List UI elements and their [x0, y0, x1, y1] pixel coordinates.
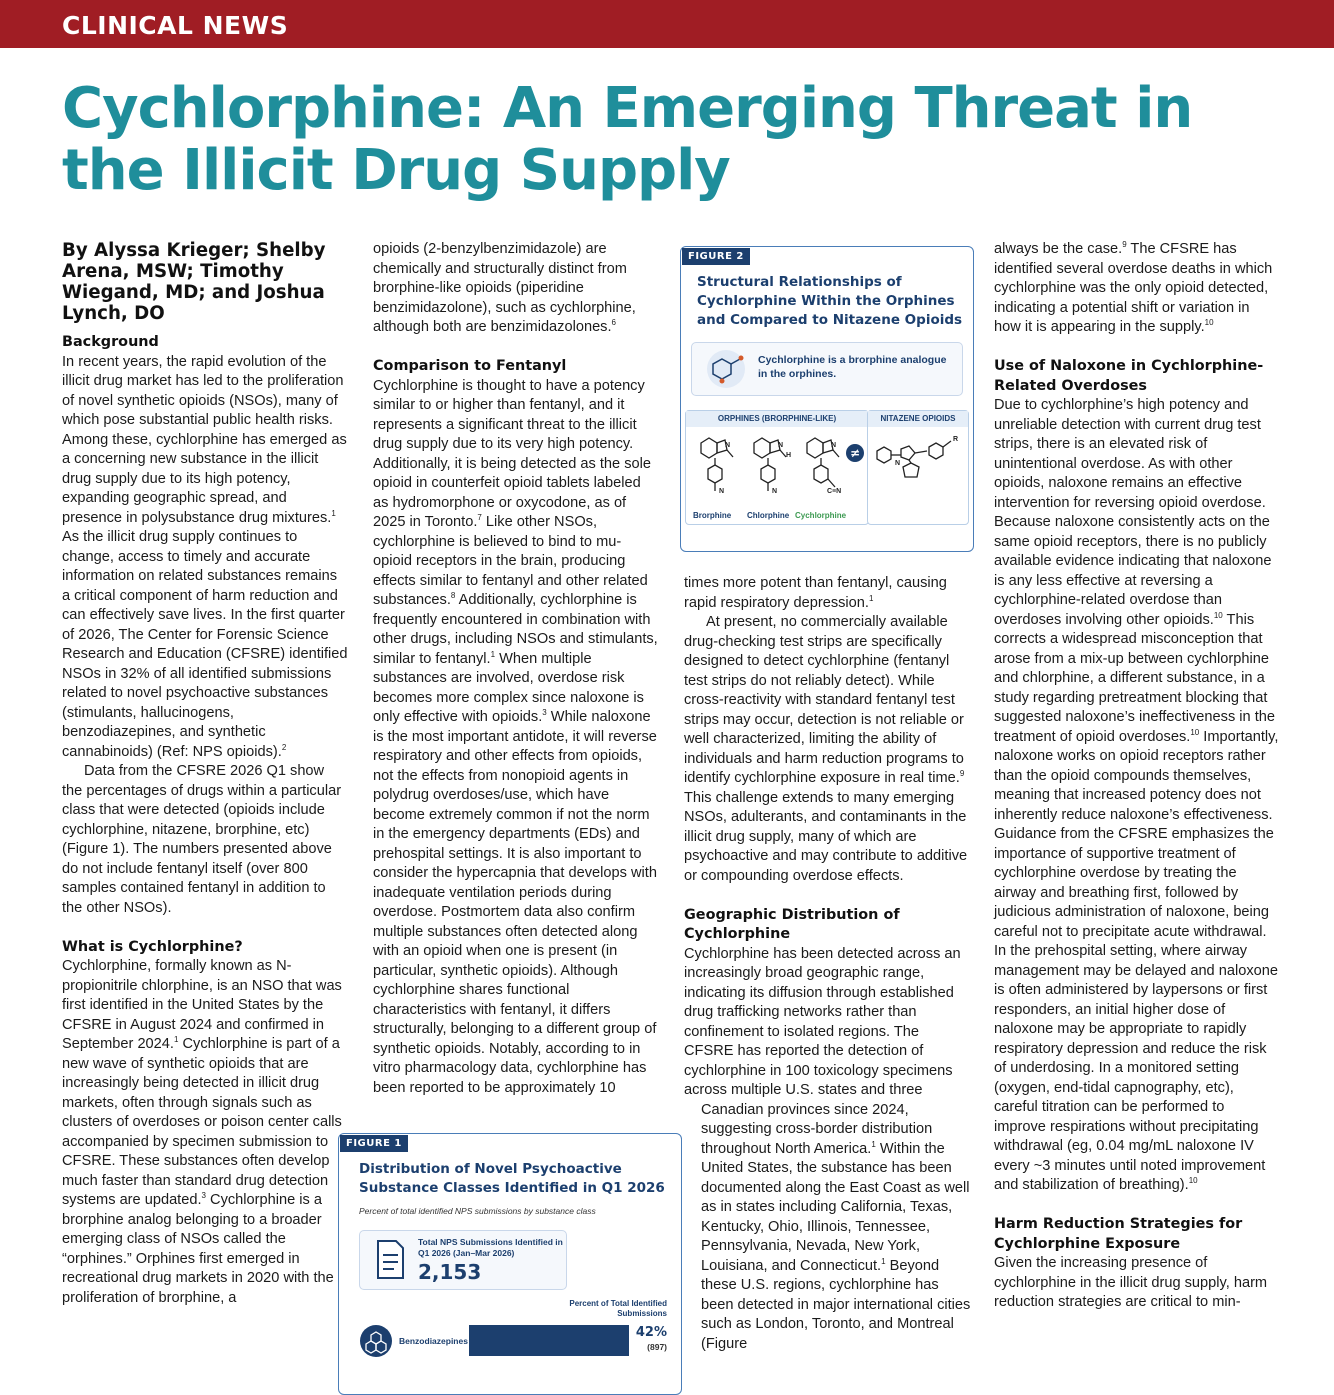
bar-value-label: 42%	[635, 1325, 667, 1340]
section-banner	[0, 0, 1334, 48]
section-label: CLINICAL NEWS	[62, 11, 289, 40]
heading-background: Background	[62, 334, 159, 350]
nitazene-group-header: NITAZENE OPIOIDS	[868, 411, 968, 427]
paragraph: opioids (2-benzylbenzimidazole) are chemically and structurally distinct from brorphine-like opioids (piperidine benzimidazolone), such as cychlorphine, although both are benzimidazolones.$^6$	[373, 241, 636, 335]
paragraph: Due to cychlorphine’s high potency and unreliable detection with current drug test strips, there is an elevated risk of unintentional overdose. As with other opioids, naloxone remains an effective intervention for reversing opioid overdose. Because naloxone consistently acts on the same opioid receptors, there is no publicly available evidence indicating that naloxone is any less effective at reversing a cychlorphine-related overdose than overdoses involving other opioids.$^{10}$ This corrects a widespread misconception that arose from a mix-up between cychlorphine and chlorphine, a different substance, in a study regarding pretreatment blocking that suggested naloxone’s ineffectiveness in the treatment of opioid overdoses.$^{10}$ Importantly, naloxone works on opioid receptors rather than the opioid compounds themselves, meaning that increased potency does not inherently reduce naloxone’s effectiveness. Guidance from the CFSRE emphasizes the importance of supportive treatment of cychlorphine overdose by treating the airway and breathing first, followed by judicious administration of naloxone, being careful not to precipitate acute withdrawal. In the prehospital setting, where airway management may be delayed and naloxone is often administered by laypersons or first responders, an initial higher dose of naloxone may be appropriate to rapidly respiratory depression and reduce the risk of underdosing. In a monitored setting (oxygen, end-tidal capnography, etc), careful titration can be performed to improve respirations without precipitating withdrawal (eg, 0.04 mg/mL naloxone IV every ~3 minutes until noted improvement and stabilization of breathing).$^{10}$	[994, 397, 1279, 1193]
column-3	[684, 574, 972, 1354]
benzodiazepines-icon	[359, 1324, 393, 1358]
svg-text:≠: ≠	[849, 446, 861, 460]
svg-text:N: N	[778, 442, 784, 449]
article-headline: Cychlorphine: An Emerging Threat in the Illicit Drug Supply	[62, 76, 1193, 203]
svg-text:N: N	[772, 488, 778, 495]
svg-text:H: H	[786, 452, 792, 459]
total-submissions-label: Total NPS Submissions Identified in Q1 2026 (Jan–Mar 2026)	[418, 1237, 563, 1258]
paragraph: Data from the CFSRE 2026 Q1 show the percentages of drugs within a particular class that were detected (opioids include cychlorphine, nitazene, brorphine, etc) (Figure 1). The numbers presented above do not include fentanyl itself (over 800 samples contained fentanyl in addition to the other NSOs).	[62, 763, 342, 916]
figure-1-label: FIGURE 1	[340, 1135, 408, 1152]
column-2	[373, 240, 659, 1098]
chart-column-header: Percent of Total Identified Submissions	[569, 1299, 667, 1318]
compound-cychlorphine: Cychlorphine	[795, 511, 847, 520]
svg-text:N: N	[831, 442, 837, 449]
orphines-group-header: ORPHINES (BRORPHINE-LIKE)	[686, 411, 868, 427]
paragraph: Cychlorphine has been detected across an increasingly broad geographic range, indicating its diffusion through established drug trafficking networks rather than confinement to isolated regions. The CFSRE has reported the detection of cychlorphine in 100 toxicology specimens across multiple U.S. states and three	[684, 945, 961, 1098]
figure-2-title: Structural Relationships of Cychlorphine Within the Orphines and Compared to Nitazene Opioids	[697, 274, 963, 328]
total-submissions-value: 2,153	[418, 1260, 482, 1284]
figure-1-subtitle: Percent of total identified NPS submissions by substance class	[359, 1206, 596, 1216]
paragraph: always be the case.$^9$ The CFSRE has identified several overdose deaths in which cychlorphine was the only opioid detected, indicating a potential shift or variation in how it is appearing in the supply.$^{10}$	[994, 240, 1273, 335]
heading-geographic: Geographic Distribution of Cychlorphine	[684, 906, 900, 942]
compound-chlorphine: Chlorphine	[747, 511, 790, 520]
paragraph: times more potent than fentanyl, causing rapid respiratory depression.$^1$	[684, 575, 947, 611]
paragraph: At present, no commercially available drug-checking test strips are specifically designed to detect cychlorphine (fentanyl test strips do not reliably detect). While cross-reactivity with standard fentanyl test strips may occur, detection is not reliable or well characterized, limiting the ability of individuals and harm reduction programs to identify cychlorphine exposure in real time.$^9$ This challenge extends to many emerging NSOs, adulterants, and contaminants in the illicit drug supply, many of which are psychoactive and may contribute to additive or compounding overdose effects.	[684, 614, 968, 884]
molecule-icon	[704, 347, 752, 391]
paragraph: Cychlorphine, formally known as N-propionitrile chlorphine, is an NSO that was first identified in the United States by the CFSRE in August 2024 and confirmed in September 2024.$^1$ Cychlorphine is part of a new wave of synthetic opioids that are increasingly being detected in illicit drug markets, often through signals such as clusters of overdoses or poison center calls accompanied by specimen submission to CFSRE. These substances often develop much faster than standard drug detection systems are updated.$^3$ Cychlorphine is a brorphine analog belonging to a broader emerging class of NSOs called the “orphines.” Orphines first emerged in recreational drug markets in 2020 with the proliferation of brorphine, a	[62, 958, 342, 1306]
compound-brorphine: Brorphine	[693, 511, 732, 520]
heading-naloxone: Use of Naloxone in Cychlorphine-Related Overdoses	[994, 358, 1264, 394]
heading-harm-reduction: Harm Reduction Strategies for Cychlorphine Exposure	[994, 1216, 1243, 1252]
nitazene-structure	[877, 441, 951, 477]
paragraph: Canadian provinces since 2024, suggesting cross-border distribution throughout North America.$^1$ Within the United States, the substance has been documented along the East Coast as well as in states including California, Texas, Kentucky, Ohio, Illinois, Tennessee, Pennsylvania, Nevada, New York, Louisiana, and Connecticut.$^1$ Beyond these U.S. regions, cychlorphine has been detected in major international cities such as London, Toronto, and Montreal (Figure	[701, 1101, 971, 1352]
document-icon	[370, 1238, 410, 1282]
figure-2-note	[691, 342, 963, 396]
total-submissions-card	[359, 1230, 567, 1290]
figure-1	[338, 1133, 682, 1395]
svg-text:R: R	[953, 436, 959, 443]
column-4	[994, 240, 1280, 1313]
byline: By Alyssa Krieger; Shelby Arena, MSW; Timothy Wiegand, MD; and Joshua Lynch, DO	[62, 240, 326, 324]
figure-2	[680, 246, 974, 552]
figure-2-label: FIGURE 2	[682, 248, 750, 265]
figure-1-title: Distribution of Novel Psychoactive Substance Classes Identified in Q1 2026	[359, 1161, 665, 1196]
bar-count-label: (897)	[647, 1342, 667, 1352]
bar-category-label: Benzodiazepines	[399, 1336, 468, 1346]
figure-2-note-text: Cychlorphine is a brorphine analogue in the orphines.	[758, 354, 947, 380]
column-1	[62, 240, 348, 1308]
paragraph: Given the increasing presence of cychlorphine in the illicit drug supply, harm reduction strategies are critical to min-	[994, 1255, 1268, 1310]
heading-comparison: Comparison to Fentanyl	[373, 358, 567, 374]
paragraph: Cychlorphine is thought to have a potency similar to or higher than fentanyl, and it represents a significant threat to the illicit drug supply due to its very high potency. Additionally, it is being detected as the sole opioid in counterfeit opioid tablets labeled as hydromorphone or oxycodone, as of 2025 in Toronto.$^7$ Like other NSOs, cychlorphine is believed to bind to mu-opioid receptors in the brain, producing effects similar to fentanyl and other related substances.$^8$ Additionally, cychlorphine is frequently encountered in combination with other drugs, including NSOs and stimulants, similar to fentanyl.$^1$ When multiple substances are involved, overdose risk becomes more complex since naloxone is only effective with opioids.$^3$ While naloxone is the most important antidote, it will reverse respiratory and other effects from opioids, not the effects from nonopioid agents in polydrug overdoses/use, which have become extremely common if not the norm in the emergency departments (EDs) and prehospital settings. It is also important to consider the hypercapnia that develops with inadequate ventilation periods during overdose. Postmortem data also confirm multiple substances often detected along with an opioid when one is present (in particular, synthetic opioids). Although cychlorphine shares functional characteristics with fentanyl, it differs structurally, belonging to a different group of synthetic opioids. Notably, according to in vitro pharmacology data, cychlorphine has been reported to be approximately 10	[373, 377, 658, 1096]
svg-text:N: N	[725, 442, 731, 449]
svg-text:C≡N: C≡N	[827, 488, 842, 495]
paragraph: In recent years, the rapid evolution of the illicit drug market has led to the proliferation of novel synthetic opioids (NSOs), many of which pose substantial public health risks. Among these, cychlorphine has emerged as a concerning new substance in the illicit drug supply due to its high potency, expanding geographic spread, and presence in polysubstance drug mixtures.$^1$ As the illicit drug supply continues to change, access to timely and accurate information on related substances remains a critical component of harm reduction and can effectively save lives. In the first quarter of 2026, The Center for Forensic Science Research and Education (CFSRE) identified NSOs in 32% of all identified submissions related to novel psychoactive substances (stimulants, hallucinogens, benzodiazepines, and synthetic cannabinoids) (Ref: NPS opioids).$^2$	[62, 353, 348, 760]
svg-text:N: N	[895, 460, 901, 467]
svg-text:N: N	[719, 488, 725, 495]
bar-benzodiazepines	[469, 1325, 629, 1356]
heading-what-is: What is Cychlorphine?	[62, 938, 243, 955]
